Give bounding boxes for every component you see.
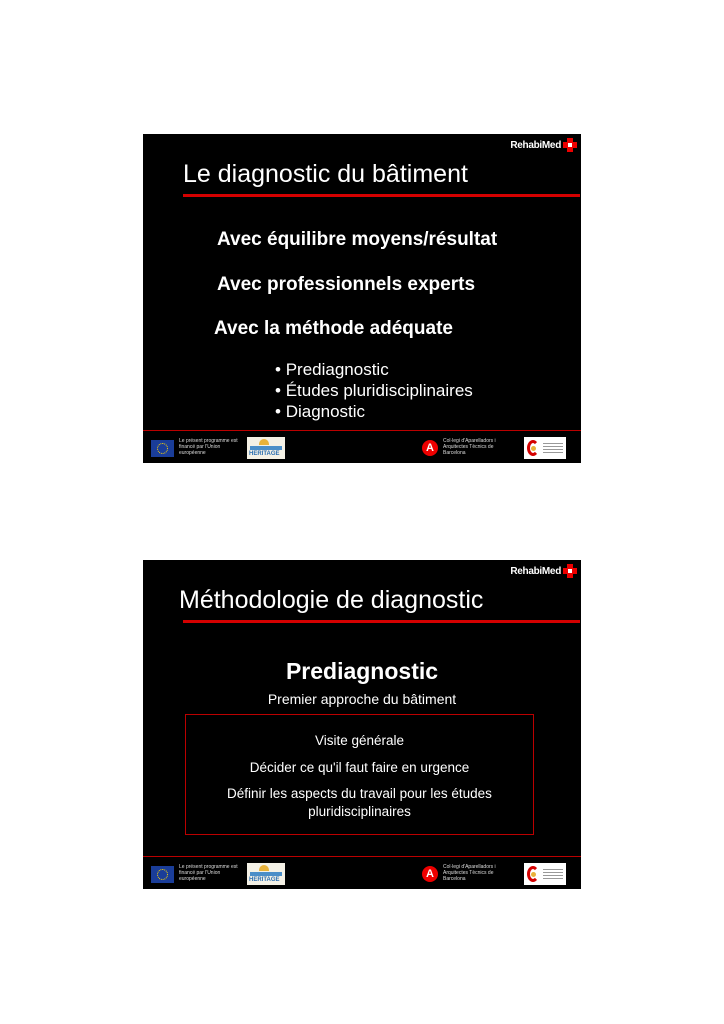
title-divider	[183, 194, 580, 197]
sub-bullet: • Prediagnostic	[275, 359, 473, 380]
prediagnostic-box	[185, 714, 534, 835]
euromed-heritage-logo: HERITAGE	[247, 437, 285, 459]
college-logo-icon: A	[422, 440, 438, 456]
sub-bullet-list	[275, 359, 473, 422]
bullet-2: Avec professionnels experts	[217, 274, 476, 295]
box-item: Définir les aspects du travail pour les études	[227, 786, 492, 801]
slide-2	[143, 560, 581, 889]
eu-funding-text: Le présent programme est financé par l'Union européenne	[179, 864, 238, 882]
partner-logo	[524, 863, 566, 885]
sub-bullet: • Diagnostic	[275, 401, 473, 422]
logo-text: RehabiMed	[510, 565, 561, 577]
eu-flag-icon	[151, 866, 174, 883]
slide-title: Méthodologie de diagnostic	[179, 586, 484, 614]
eu-funding-text: Le présent programme est financé par l'Union européenne	[179, 438, 238, 456]
rehabimed-cross-icon	[563, 564, 577, 578]
bullet-1: Avec équilibre moyens/résultat	[217, 229, 498, 250]
sub-bullet: • Études pluridisciplinaires	[275, 380, 473, 401]
slide-footer	[143, 860, 581, 889]
footer-divider	[143, 430, 581, 431]
footer-divider	[143, 856, 581, 857]
box-item: pluridisciplinaires	[308, 804, 411, 819]
logo-text: RehabiMed	[510, 139, 561, 151]
rehabimed-cross-icon	[563, 138, 577, 152]
slide-footer	[143, 434, 581, 463]
partner-logo	[524, 437, 566, 459]
box-item: Décider ce qu'il faut faire en urgence	[249, 760, 470, 775]
college-text: Col·legi d'Aparelladors i Arquitectes Tècnics de Barcelona	[443, 864, 496, 882]
section-heading: Prediagnostic	[285, 658, 439, 684]
college-text: Col·legi d'Aparelladors i Arquitectes Tècnics de Barcelona	[443, 438, 496, 456]
slide-title: Le diagnostic du bâtiment	[183, 160, 468, 188]
title-divider	[183, 620, 580, 623]
rehabimed-logo	[510, 138, 577, 152]
eu-flag-icon	[151, 440, 174, 457]
college-logo-icon: A	[422, 866, 438, 882]
bullet-3: Avec la méthode adéquate	[214, 318, 453, 339]
slide-1	[143, 134, 581, 463]
rehabimed-logo	[510, 564, 577, 578]
section-subheading: Premier approche du bâtiment	[267, 691, 457, 707]
euromed-heritage-logo: HERITAGE	[247, 863, 285, 885]
box-item: Visite générale	[314, 733, 405, 748]
